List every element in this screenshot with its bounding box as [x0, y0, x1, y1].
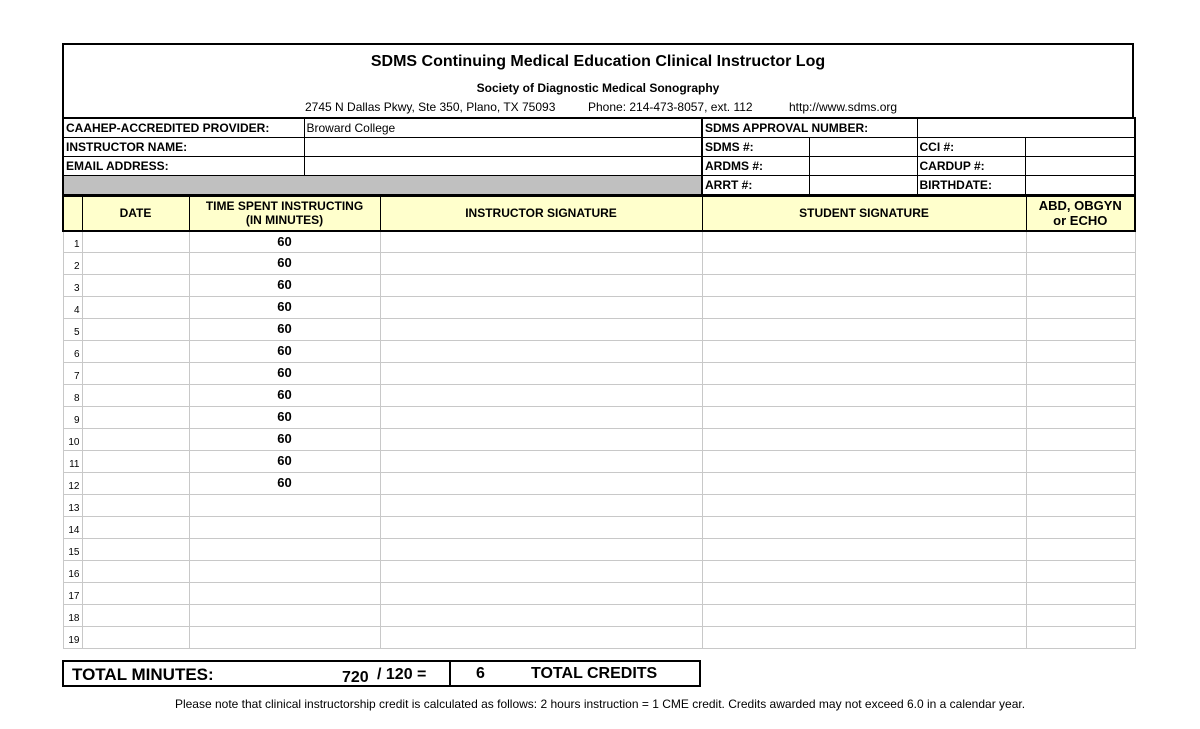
student-signature-cell[interactable]	[702, 341, 1026, 363]
instructor-info-table	[62, 117, 1136, 195]
birthdate-label: BIRTHDATE:	[917, 175, 1025, 194]
student-signature-cell[interactable]	[702, 495, 1026, 517]
minutes-cell[interactable]: 60	[189, 385, 380, 407]
log-row	[63, 473, 1135, 495]
specialty-cell[interactable]	[1026, 341, 1135, 363]
student-signature-header: STUDENT SIGNATURE	[702, 196, 1026, 231]
instructor-signature-cell[interactable]	[380, 495, 702, 517]
total-minutes-label: TOTAL MINUTES:	[72, 665, 214, 684]
minutes-cell[interactable]: 60	[189, 473, 380, 495]
cardup-number-label: CARDUP #:	[917, 156, 1025, 175]
row-number: 17	[63, 583, 82, 605]
instructor-signature-cell[interactable]	[380, 253, 702, 275]
log-row	[63, 363, 1135, 385]
date-cell[interactable]	[82, 605, 189, 627]
log-row	[63, 297, 1135, 319]
specialty-cell[interactable]	[1026, 583, 1135, 605]
log-row	[63, 517, 1135, 539]
specialty-cell[interactable]	[1026, 297, 1135, 319]
row-number: 16	[63, 561, 82, 583]
specialty-cell[interactable]	[1026, 451, 1135, 473]
student-signature-cell[interactable]	[702, 561, 1026, 583]
sdms-number-label: SDMS #:	[702, 137, 809, 156]
totals-box	[62, 660, 701, 687]
specialty-cell[interactable]	[1026, 605, 1135, 627]
log-row	[63, 539, 1135, 561]
log-row	[63, 495, 1135, 517]
instructor-signature-cell[interactable]	[380, 627, 702, 649]
minutes-divisor: / 120 =	[377, 666, 427, 683]
student-signature-cell[interactable]	[702, 473, 1026, 495]
organization-phone: Phone: 214-473-8057, ext. 112	[588, 100, 753, 114]
organization-address: 2745 N Dallas Pkwy, Ste 350, Plano, TX 75093	[305, 100, 556, 114]
row-number: 8	[63, 385, 82, 407]
date-cell[interactable]	[82, 231, 189, 253]
minutes-cell[interactable]: 60	[189, 451, 380, 473]
specialty-cell[interactable]	[1026, 429, 1135, 451]
date-cell[interactable]	[82, 451, 189, 473]
cci-number-label: CCI #:	[917, 137, 1025, 156]
row-number: 5	[63, 319, 82, 341]
student-signature-cell[interactable]	[702, 275, 1026, 297]
email-field[interactable]	[304, 156, 702, 175]
instructor-signature-cell[interactable]	[380, 451, 702, 473]
log-row	[63, 561, 1135, 583]
date-cell[interactable]	[82, 583, 189, 605]
ardms-number-field[interactable]	[809, 156, 917, 175]
instructor-signature-header: INSTRUCTOR SIGNATURE	[380, 196, 702, 231]
student-signature-cell[interactable]	[702, 385, 1026, 407]
minutes-cell[interactable]	[189, 495, 380, 517]
minutes-cell[interactable]	[189, 583, 380, 605]
row-number: 14	[63, 517, 82, 539]
date-cell[interactable]	[82, 407, 189, 429]
specialty-cell[interactable]	[1026, 539, 1135, 561]
specialty-column-header	[1026, 196, 1135, 231]
instructor-name-label: INSTRUCTOR NAME:	[63, 137, 304, 156]
date-cell[interactable]	[82, 561, 189, 583]
specialty-cell[interactable]	[1026, 319, 1135, 341]
approval-number-label: SDMS APPROVAL NUMBER:	[702, 118, 917, 137]
date-cell[interactable]	[82, 429, 189, 451]
date-column-header: DATE	[82, 196, 189, 231]
instructor-signature-cell[interactable]	[380, 561, 702, 583]
date-cell[interactable]	[82, 253, 189, 275]
instructor-name-field[interactable]	[304, 137, 702, 156]
date-cell[interactable]	[82, 319, 189, 341]
row-number: 4	[63, 297, 82, 319]
log-row	[63, 407, 1135, 429]
instruction-log-table	[62, 195, 1136, 650]
student-signature-cell[interactable]	[702, 517, 1026, 539]
instructor-signature-cell[interactable]	[380, 539, 702, 561]
form-header	[62, 43, 1134, 117]
instructor-signature-cell[interactable]	[380, 319, 702, 341]
specialty-cell[interactable]	[1026, 517, 1135, 539]
student-signature-cell[interactable]	[702, 627, 1026, 649]
log-row	[63, 605, 1135, 627]
cci-number-field[interactable]	[1025, 137, 1135, 156]
specialty-cell[interactable]	[1026, 473, 1135, 495]
student-signature-cell[interactable]	[702, 253, 1026, 275]
instructor-signature-cell[interactable]	[380, 407, 702, 429]
row-number: 7	[63, 363, 82, 385]
date-cell[interactable]	[82, 517, 189, 539]
log-rows	[63, 231, 1135, 649]
log-row	[63, 319, 1135, 341]
instructor-signature-cell[interactable]	[380, 275, 702, 297]
instructor-signature-cell[interactable]	[380, 429, 702, 451]
log-row	[63, 231, 1135, 253]
total-minutes-value: 720	[342, 669, 369, 686]
minutes-cell[interactable]: 60	[189, 253, 380, 275]
minutes-cell[interactable]: 60	[189, 363, 380, 385]
student-signature-cell[interactable]	[702, 363, 1026, 385]
sdms-number-field[interactable]	[809, 137, 917, 156]
grey-filler-bar	[63, 175, 702, 194]
log-row	[63, 583, 1135, 605]
birthdate-field[interactable]	[1025, 175, 1135, 194]
specialty-cell[interactable]	[1026, 561, 1135, 583]
arrt-number-label: ARRT #:	[702, 175, 809, 194]
time-column-header	[189, 196, 380, 231]
instructor-signature-cell[interactable]	[380, 385, 702, 407]
instructor-signature-cell[interactable]	[380, 605, 702, 627]
specialty-cell[interactable]	[1026, 275, 1135, 297]
date-cell[interactable]	[82, 297, 189, 319]
log-row	[63, 385, 1135, 407]
specialty-cell[interactable]	[1026, 231, 1135, 253]
provider-label: CAAHEP-ACCREDITED PROVIDER:	[63, 118, 304, 137]
total-credits-value: 6	[476, 665, 485, 682]
minutes-cell[interactable]: 60	[189, 319, 380, 341]
log-row	[63, 275, 1135, 297]
date-cell[interactable]	[82, 473, 189, 495]
credit-policy-note: Please note that clinical instructorship credit is calculated as follows: 2 hours instruction = 1 CME credit. Credits awarded may not exceed 6.0 in a calendar year.	[174, 697, 1026, 711]
row-number: 10	[63, 429, 82, 451]
row-number: 18	[63, 605, 82, 627]
student-signature-cell[interactable]	[702, 407, 1026, 429]
ardms-number-label: ARDMS #:	[702, 156, 809, 175]
student-signature-cell[interactable]	[702, 583, 1026, 605]
instructor-signature-cell[interactable]	[380, 473, 702, 495]
date-cell[interactable]	[82, 341, 189, 363]
form-title: SDMS Continuing Medical Education Clinical Instructor Log	[370, 53, 826, 70]
row-number: 9	[63, 407, 82, 429]
log-row	[63, 341, 1135, 363]
log-row	[63, 253, 1135, 275]
student-signature-cell[interactable]	[702, 451, 1026, 473]
minutes-cell[interactable]: 60	[189, 341, 380, 363]
instructor-signature-cell[interactable]	[380, 231, 702, 253]
specialty-cell[interactable]	[1026, 385, 1135, 407]
student-signature-cell[interactable]	[702, 605, 1026, 627]
minutes-cell[interactable]: 60	[189, 231, 380, 253]
instructor-signature-cell[interactable]	[380, 517, 702, 539]
specialty-cell[interactable]	[1026, 253, 1135, 275]
date-cell[interactable]	[82, 627, 189, 649]
provider-field[interactable]: Broward College	[304, 118, 702, 137]
organization-url[interactable]: http://www.sdms.org	[789, 100, 898, 114]
minutes-cell[interactable]	[189, 517, 380, 539]
row-number: 2	[63, 253, 82, 275]
approval-number-field[interactable]	[917, 118, 1135, 137]
date-cell[interactable]	[82, 275, 189, 297]
organization-name: Society of Diagnostic Medical Sonography	[476, 81, 720, 95]
instructor-signature-cell[interactable]	[380, 363, 702, 385]
student-signature-cell[interactable]	[702, 319, 1026, 341]
row-number-header	[63, 196, 82, 231]
student-signature-cell[interactable]	[702, 231, 1026, 253]
student-signature-cell[interactable]	[702, 539, 1026, 561]
minutes-cell[interactable]	[189, 539, 380, 561]
totals-divider	[449, 660, 451, 687]
time-header-line2: (IN MINUTES)	[245, 213, 324, 227]
log-row	[63, 451, 1135, 473]
student-signature-cell[interactable]	[702, 297, 1026, 319]
email-label: EMAIL ADDRESS:	[63, 156, 304, 175]
minutes-cell[interactable]: 60	[189, 407, 380, 429]
specialty-cell[interactable]	[1026, 627, 1135, 649]
row-number: 6	[63, 341, 82, 363]
specialty-header-line1: ABD, OBGYN	[1038, 198, 1122, 213]
arrt-number-field[interactable]	[809, 175, 917, 194]
date-cell[interactable]	[82, 385, 189, 407]
log-row	[63, 627, 1135, 649]
log-row	[63, 429, 1135, 451]
row-number: 1	[63, 231, 82, 253]
total-credits-label: TOTAL CREDITS	[531, 665, 658, 682]
row-number: 3	[63, 275, 82, 297]
minutes-cell[interactable]	[189, 605, 380, 627]
specialty-header-line2: or ECHO	[1053, 213, 1108, 228]
instructor-signature-cell[interactable]	[380, 297, 702, 319]
date-cell[interactable]	[82, 495, 189, 517]
row-number: 13	[63, 495, 82, 517]
row-number: 11	[63, 451, 82, 473]
minutes-cell[interactable]: 60	[189, 429, 380, 451]
specialty-cell[interactable]	[1026, 363, 1135, 385]
minutes-cell[interactable]	[189, 627, 380, 649]
minutes-cell[interactable]: 60	[189, 297, 380, 319]
instructor-signature-cell[interactable]	[380, 341, 702, 363]
specialty-cell[interactable]	[1026, 495, 1135, 517]
row-number: 19	[63, 627, 82, 649]
instructor-signature-cell[interactable]	[380, 583, 702, 605]
student-signature-cell[interactable]	[702, 429, 1026, 451]
time-header-line1: TIME SPENT INSTRUCTING	[205, 199, 364, 213]
cardup-number-field[interactable]	[1025, 156, 1135, 175]
date-cell[interactable]	[82, 539, 189, 561]
date-cell[interactable]	[82, 363, 189, 385]
minutes-cell[interactable]	[189, 561, 380, 583]
row-number: 15	[63, 539, 82, 561]
minutes-cell[interactable]: 60	[189, 275, 380, 297]
specialty-cell[interactable]	[1026, 407, 1135, 429]
cme-log-form	[62, 43, 1134, 687]
row-number: 12	[63, 473, 82, 495]
